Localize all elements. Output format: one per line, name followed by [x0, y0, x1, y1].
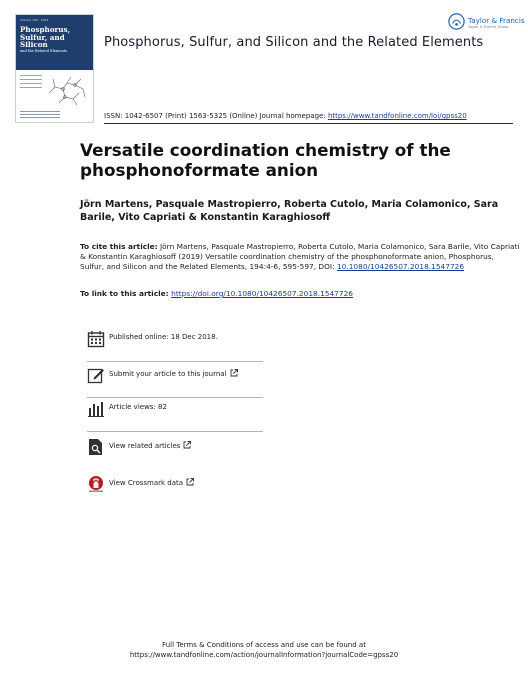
publisher-logo-icon — [448, 13, 465, 30]
cover-title-line: Phosphorus, — [20, 25, 71, 34]
calendar-icon — [87, 330, 105, 348]
crossmark-label: View Crossmark data — [109, 479, 184, 487]
crossmark-link[interactable] — [109, 478, 194, 487]
divider — [87, 361, 263, 362]
citation-text: Jörn Martens, Pasquale Mastropierro, Roberta Cutolo, Maria Colamonico, Sara Barile, Vito Capriati & Konstantin Karaghiosoff (2019) Versatile coordination chemistry of the phosphonoformate anion, Phosphorus, Sulfur, and Silicon and the Related Elements, 194:4-6, 595-597, DOI: — [80, 242, 520, 271]
crossmark-icon — [87, 475, 105, 493]
submit-article-item[interactable] — [87, 364, 263, 398]
publisher-name: Taylor & Francis — [468, 16, 525, 25]
published-online-item — [87, 328, 263, 362]
journal-title: Phosphorus, Sulfur, and Silicon and the Related Elements — [104, 35, 484, 50]
citation-doi-link[interactable]: 10.1080/10426507.2018.1547726 — [336, 261, 465, 271]
submit-article-link[interactable] — [109, 369, 238, 378]
citation-block — [80, 242, 520, 272]
divider — [87, 431, 263, 432]
header-divider — [104, 123, 513, 124]
external-link-icon — [230, 369, 238, 377]
article-views-item — [87, 398, 263, 432]
cover-molecule-diagram — [43, 73, 89, 107]
issn-text: ISSN: 1042-6507 (Print) 1563-5325 (Online) Journal homepage: — [104, 112, 328, 120]
publisher-logo — [448, 13, 525, 35]
link-to-article — [80, 289, 520, 298]
edit-icon — [87, 366, 105, 384]
submit-article-label: Submit your article to this journal — [109, 370, 227, 378]
related-articles-item[interactable] — [87, 436, 263, 470]
cover-title-line: and the Related Elements — [20, 48, 68, 53]
publisher-subname: Taylor & Francis Group — [468, 25, 509, 29]
terms-text: Full Terms & Conditions of access and use can be found at — [162, 641, 366, 649]
external-link-icon — [186, 478, 194, 486]
issn-line — [104, 112, 467, 120]
terms-footer — [0, 641, 528, 660]
related-articles-label: View related articles — [109, 442, 181, 450]
published-date: Published online: 18 Dec 2018. — [109, 333, 218, 341]
crossmark-item[interactable] — [87, 473, 263, 507]
link-to-label: To link to this article: — [80, 289, 172, 298]
bar-chart-icon — [87, 400, 105, 418]
cover-title-line: Silicon — [20, 40, 48, 50]
journal-homepage-link[interactable]: https://www.tandfonline.com/loi/gpss20 — [327, 112, 467, 120]
article-doi-link[interactable]: https://doi.org/10.1080/10426507.2018.1547726 — [171, 289, 353, 298]
cover-title — [20, 26, 90, 54]
cover-volume: Volume 194 · 2019 — [20, 18, 49, 22]
citation-label: To cite this article: — [80, 242, 158, 251]
external-link-icon — [183, 441, 191, 449]
cover-banner — [16, 15, 93, 70]
terms-link[interactable]: https://www.tandfonline.com/action/journalInformation?journalCode=gpss20 — [129, 650, 399, 659]
article-authors: Jörn Martens, Pasquale Mastropierro, Roberta Cutolo, Maria Colamonico, Sara Barile, Vito Capriati & Konstantin Karaghiosoff — [80, 199, 499, 223]
related-articles-link[interactable] — [109, 441, 191, 450]
journal-cover-thumbnail — [15, 14, 94, 123]
related-articles-icon — [87, 438, 105, 456]
cover-text-lines — [20, 75, 42, 91]
article-views: Article views: 82 — [109, 403, 167, 411]
cover-footer-lines — [20, 111, 60, 120]
cover-title-line: Sulfur, and — [20, 32, 65, 42]
article-title: Versatile coordination chemistry of the phosphonoformate anion — [80, 140, 451, 180]
